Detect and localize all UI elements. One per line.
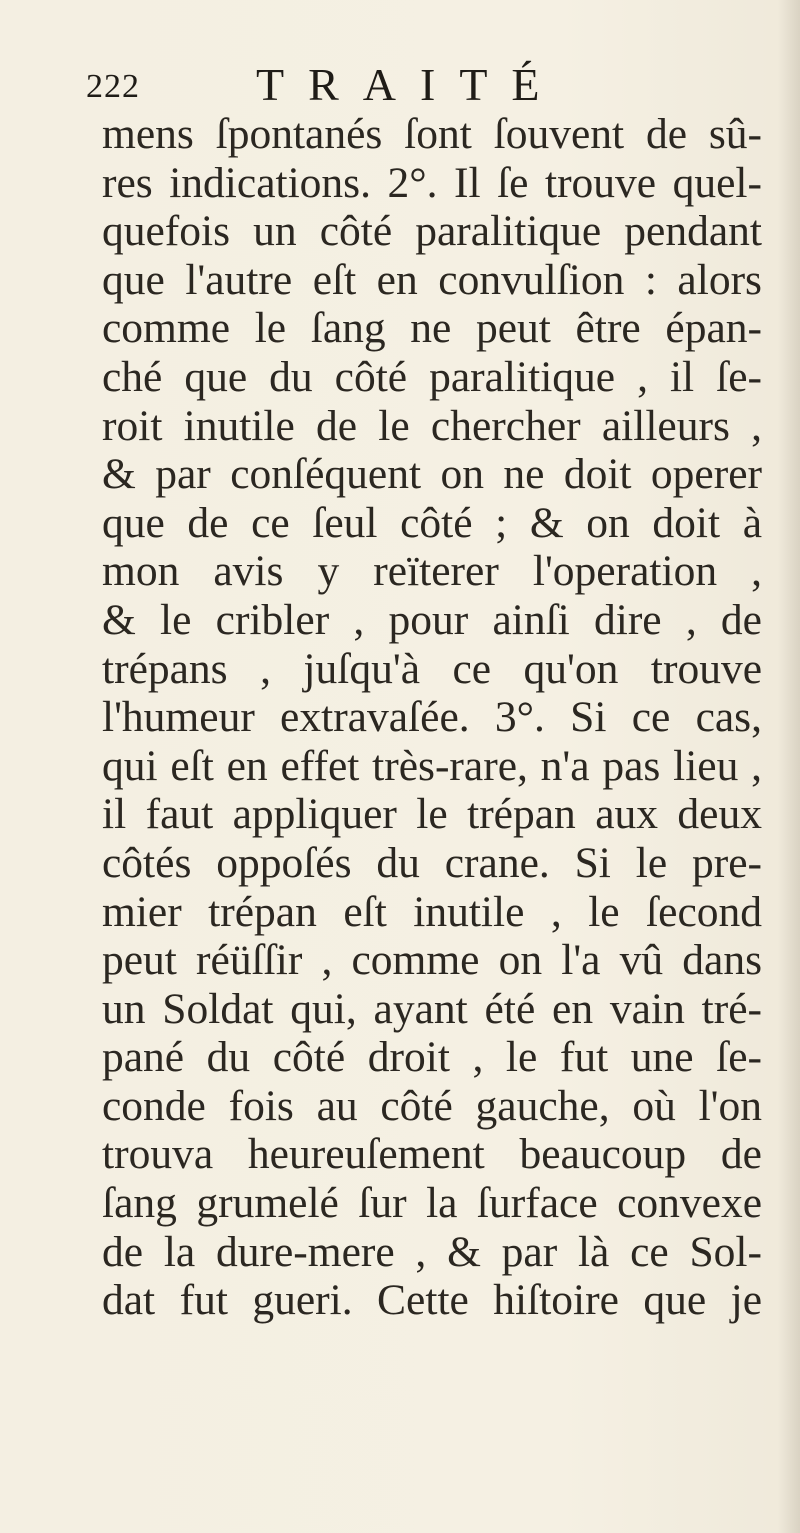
text-line: que l'autre eſt en convulſion : alors bbox=[102, 255, 762, 304]
text-line: conde fois au côté gauche, où l'on bbox=[102, 1081, 762, 1130]
text-line: côtés oppoſés du crane. Si le pre- bbox=[102, 838, 762, 887]
text-line: mens ſpontanés ſont ſouvent de sû- bbox=[102, 110, 762, 158]
text-line: que de ce ſeul côté ; & on doit à bbox=[102, 498, 762, 547]
text-line: ché que du côté paralitique , il ſe- bbox=[102, 352, 762, 401]
text-line: trépans , juſqu'à ce qu'on trouve bbox=[102, 644, 762, 693]
text-line: l'humeur extravaſée. 3°. Si ce cas, bbox=[102, 693, 762, 742]
text-line: peut réüſſir , comme on l'a vû dans bbox=[102, 936, 762, 985]
text-line: & le cribler , pour ainſi dire , de bbox=[102, 595, 762, 644]
text-line: comme le ſang ne peut être épan- bbox=[102, 304, 762, 353]
text-line: il faut appliquer le trépan aux deux bbox=[102, 790, 762, 839]
text-line: quefois un côté paralitique pendant bbox=[102, 207, 762, 256]
text-line: ſang grumelé ſur la ſurface convexe bbox=[102, 1179, 762, 1228]
text-line: trouva heureuſement beaucoup de bbox=[102, 1130, 762, 1179]
text-line: roit inutile de le chercher ailleurs , bbox=[102, 401, 762, 450]
text-line: mon avis y reïterer l'operation , bbox=[102, 547, 762, 596]
text-line: dat fut gueri. Cette hiſtoire que je bbox=[102, 1276, 762, 1325]
text-line: de la dure-mere , & par là ce Sol- bbox=[102, 1227, 762, 1276]
text-line: qui eſt en effet très-rare, n'a pas lieu , bbox=[102, 741, 762, 790]
running-title: TRAITÉ bbox=[256, 59, 564, 110]
text-line: & par conſéquent on ne doit operer bbox=[102, 450, 762, 499]
text-line: pané du côté droit , le fut une ſe- bbox=[102, 1033, 762, 1082]
text-line: res indications. 2°. Il ſe trouve quel- bbox=[102, 158, 762, 207]
body-text bbox=[102, 110, 762, 1325]
text-line: un Soldat qui, ayant été en vain tré- bbox=[102, 984, 762, 1033]
page-number: 222 bbox=[86, 68, 140, 105]
running-head bbox=[86, 59, 760, 114]
text-line: mier trépan eſt inutile , le ſecond bbox=[102, 887, 762, 936]
